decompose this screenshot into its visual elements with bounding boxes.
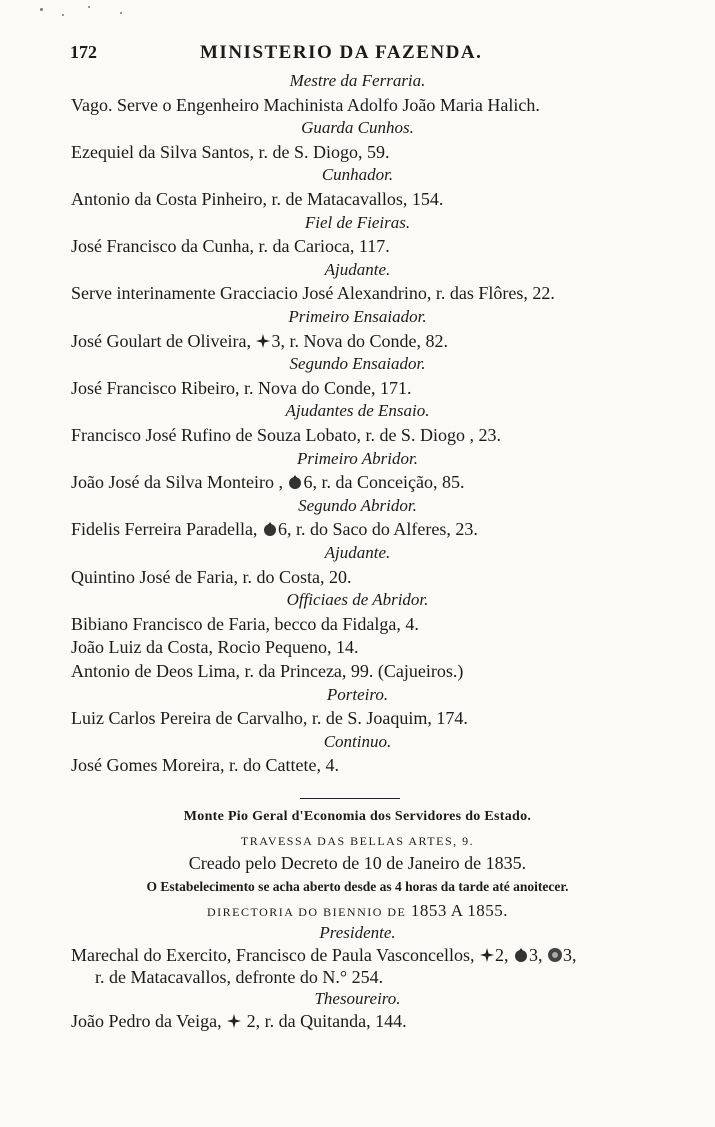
page-header bbox=[70, 42, 650, 70]
section-heading: Segundo Abridor. bbox=[298, 495, 417, 515]
president-address: r. de Matacavallos, defronte do N.° 254. bbox=[95, 967, 384, 987]
list-item: Antonio da Costa Pinheiro, r. de Matacavallos, 154. bbox=[71, 189, 444, 209]
section-heading: Porteiro. bbox=[326, 684, 389, 704]
print-speck bbox=[88, 6, 90, 8]
list-item: José Francisco da Cunha, r. da Carioca, 117. bbox=[71, 236, 390, 257]
entry-address: 6, r. da Conceição, 85. bbox=[303, 472, 465, 493]
list-item: José Francisco Ribeiro, r. Nova do Conde, 171. bbox=[71, 377, 412, 398]
section-rule bbox=[300, 798, 400, 799]
star-order-icon bbox=[547, 947, 563, 963]
list-item bbox=[71, 471, 464, 493]
section-heading: Continuo. bbox=[323, 731, 392, 751]
print-speck bbox=[62, 14, 64, 16]
section-heading: Mestre da Ferraria. bbox=[289, 71, 426, 90]
section-heading: Primeiro Abridor. bbox=[297, 448, 418, 468]
section-address: TRAVESSA DAS BELLAS ARTES, 9. bbox=[240, 834, 475, 848]
directorate-years: 1853 A 1855. bbox=[410, 901, 509, 920]
rose-order-icon bbox=[513, 947, 529, 963]
president-name: Marechal do Exercito, Francisco de Paula Vasconcellos, bbox=[71, 945, 475, 965]
entry-name: José Goulart de Oliveira, bbox=[71, 330, 251, 351]
section-heading: Ajudante. bbox=[324, 259, 391, 279]
list-item: Francisco José Rufino de Souza Lobato, r. de S. Diogo , 23. bbox=[71, 425, 501, 445]
list-item bbox=[71, 330, 448, 352]
section-heading: Ajudante. bbox=[324, 543, 391, 562]
list-item: Ezequiel da Silva Santos, r. de S. Diogo, 59. bbox=[71, 141, 390, 162]
entry-name: João José da Silva Monteiro , bbox=[71, 472, 283, 493]
order-value-3: 3, bbox=[563, 945, 577, 965]
section-heading: Primeiro Ensaiador. bbox=[288, 307, 427, 326]
section-title: Monte Pio Geral d'Economia dos Servidores do Estado. bbox=[183, 809, 532, 824]
section-directorate bbox=[0, 900, 715, 923]
order-value-1: 2, bbox=[495, 945, 509, 965]
print-speck bbox=[120, 12, 122, 14]
running-title: MINISTERIO DA FAZENDA. bbox=[200, 42, 483, 63]
president-heading: Presidente. bbox=[319, 923, 396, 942]
treasurer-line bbox=[71, 1010, 407, 1032]
list-item: José Gomes Moreira, r. do Cattete, 4. bbox=[71, 755, 339, 776]
entry-address: 6, r. do Saco do Alferes, 23. bbox=[277, 519, 478, 540]
president-line bbox=[71, 944, 577, 966]
section-heading: Officiaes de Abridor. bbox=[286, 590, 429, 610]
section-hours: O Estabelecimento se acha aberto desde as 4 horas da tarde até anoitecer. bbox=[146, 879, 569, 894]
list-item: Bibiano Francisco de Faria, becco da Fidalga, 4. bbox=[71, 613, 419, 634]
section-heading: Segundo Ensaiador. bbox=[289, 354, 426, 374]
order-value-2: 3, bbox=[529, 945, 543, 965]
rose-order-icon bbox=[262, 521, 278, 537]
section-heading: Cunhador. bbox=[321, 165, 394, 185]
list-item: Luiz Carlos Pereira de Carvalho, r. de S. Joaquim, 174. bbox=[71, 708, 468, 729]
entry-address: 3, r. Nova do Conde, 82. bbox=[271, 330, 448, 351]
treasurer-address: 2, r. da Quitanda, 144. bbox=[246, 1011, 407, 1031]
section-decree: Creado pelo Decreto de 10 de Janeiro de 1835. bbox=[188, 853, 527, 873]
section-heading: Ajudantes de Ensaio. bbox=[285, 401, 430, 421]
cross-order-icon bbox=[479, 947, 495, 963]
list-item: Antonio de Deos Lima, r. da Princeza, 99. (Cajueiros.) bbox=[71, 661, 464, 681]
entry-name: Fidelis Ferreira Paradella, bbox=[71, 519, 258, 540]
directorate-label: DIRECTORIA DO BIENNIO DE bbox=[206, 905, 407, 919]
page-number: 172 bbox=[70, 42, 97, 62]
treasurer-heading: Thesoureiro. bbox=[314, 989, 401, 1008]
rose-order-icon bbox=[287, 474, 303, 490]
print-speck bbox=[40, 8, 43, 11]
section-heading: Guarda Cunhos. bbox=[301, 118, 414, 138]
list-item: Quintino José de Faria, r. do Costa, 20. bbox=[71, 566, 352, 587]
section-heading: Fiel de Fieiras. bbox=[304, 212, 411, 232]
list-item: Serve interinamente Gracciacio José Alexandrino, r. das Flôres, 22. bbox=[71, 283, 555, 304]
list-item bbox=[71, 518, 478, 540]
cross-order-icon bbox=[226, 1013, 242, 1029]
cross-order-icon bbox=[255, 333, 271, 349]
list-item: Vago. Serve o Engenheiro Machinista Adolfo João Maria Halich. bbox=[71, 94, 540, 115]
treasurer-name: João Pedro da Veiga, bbox=[71, 1011, 222, 1031]
list-item: João Luiz da Costa, Rocio Pequeno, 14. bbox=[71, 637, 359, 658]
